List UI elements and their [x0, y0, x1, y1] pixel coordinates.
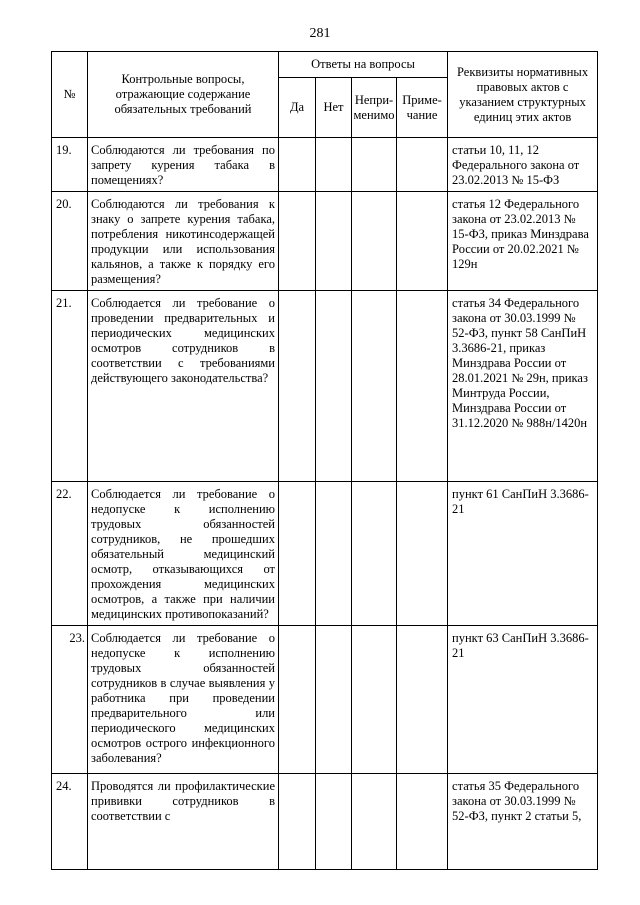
- row-question: Соблюдается ли требование о проведении предварительных и периодических медицинских осмотров сотрудников в соответствии с требованиями действующего законодательства?: [88, 291, 279, 482]
- row-number: 21.: [52, 291, 88, 482]
- answer-not-applicable-cell: [352, 482, 397, 626]
- table-row: [52, 482, 598, 626]
- row-number: 19.: [52, 138, 88, 192]
- answer-yes-cell: [279, 138, 316, 192]
- header-yes: Да: [279, 78, 316, 138]
- answer-not-applicable-cell: [352, 774, 397, 870]
- row-number: 22.: [52, 482, 88, 626]
- answer-note-cell: [397, 774, 448, 870]
- row-reference: статьи 10, 11, 12 Федерального закона от 23.02.2013 № 15-ФЗ: [448, 138, 598, 192]
- table-row: [52, 291, 598, 482]
- table-row: [52, 626, 598, 774]
- row-number: 20.: [52, 192, 88, 291]
- answer-note-cell: [397, 192, 448, 291]
- page-number: 281: [309, 26, 331, 41]
- row-question: Соблюдается ли требование о недопуске к исполнению трудовых обязанностей сотрудников, не прошедших обязательный медицинский осмотр, отказывающихся от прохождения медицинских осмотров, а также при наличии медицинских противопоказаний?: [88, 482, 279, 626]
- answer-not-applicable-cell: [352, 291, 397, 482]
- answer-yes-cell: [279, 482, 316, 626]
- checklist-table: [51, 51, 598, 870]
- answer-not-applicable-cell: [352, 626, 397, 774]
- row-reference: пункт 63 СанПиН 3.3686-21: [448, 626, 598, 774]
- answer-note-cell: [397, 482, 448, 626]
- answer-note-cell: [397, 626, 448, 774]
- answer-not-applicable-cell: [352, 138, 397, 192]
- row-reference: статья 12 Федерального закона от 23.02.2013 № 15-ФЗ, приказ Минздрава России от 20.02.2021 № 129н: [448, 192, 598, 291]
- answer-note-cell: [397, 138, 448, 192]
- header-questions: Контрольные вопросы, отражающие содержание обязательных требований: [88, 52, 279, 138]
- row-question: Соблюдаются ли требования по запрету курения табака в помещениях?: [88, 138, 279, 192]
- answer-no-cell: [316, 482, 352, 626]
- table-row: [52, 192, 598, 291]
- answer-yes-cell: [279, 774, 316, 870]
- table-row: [52, 138, 598, 192]
- answer-note-cell: [397, 291, 448, 482]
- header-number: №: [52, 52, 88, 138]
- answer-no-cell: [316, 192, 352, 291]
- row-question: Соблюдаются ли требования к знаку о запрете курения табака, потребления никотинсодержащей продукции или использования кальянов, а также к порядку его размещения?: [88, 192, 279, 291]
- table-row: [52, 774, 598, 870]
- answer-no-cell: [316, 138, 352, 192]
- answer-yes-cell: [279, 291, 316, 482]
- row-number: 23.: [52, 626, 88, 774]
- row-number: 24.: [52, 774, 88, 870]
- header-no: Нет: [316, 78, 352, 138]
- answer-not-applicable-cell: [352, 192, 397, 291]
- row-reference: статья 35 Федерального закона от 30.03.1999 № 52-ФЗ, пункт 2 статьи 5,: [448, 774, 598, 870]
- answer-yes-cell: [279, 626, 316, 774]
- answer-no-cell: [316, 291, 352, 482]
- answer-no-cell: [316, 626, 352, 774]
- header-answers: Ответы на вопросы: [279, 52, 448, 78]
- answer-no-cell: [316, 774, 352, 870]
- header-requisites: Реквизиты нормативных правовых актов с указанием структурных единиц этих актов: [448, 52, 598, 138]
- row-reference: статья 34 Федерального закона от 30.03.1999 № 52-ФЗ, пункт 58 СанПиН 3.3686-21, приказ Минздрава России от 28.01.2021 № 29н, приказ Минтруда России, Минздрава России от 31.12.2020 № 988н/1420н: [448, 291, 598, 482]
- header-note: Приме- чание: [397, 78, 448, 138]
- row-reference: пункт 61 СанПиН 3.3686-21: [448, 482, 598, 626]
- answer-yes-cell: [279, 192, 316, 291]
- header-not-applicable: Непри- менимо: [352, 78, 397, 138]
- row-question: Соблюдается ли требование о недопуске к исполнению трудовых обязанностей сотрудников в случае выявления у работника при проведении предварительного или периодического медицинских осмотров острого инфекционного заболевания?: [88, 626, 279, 774]
- row-question: Проводятся ли профилактические прививки сотрудников в соответствии с: [88, 774, 279, 870]
